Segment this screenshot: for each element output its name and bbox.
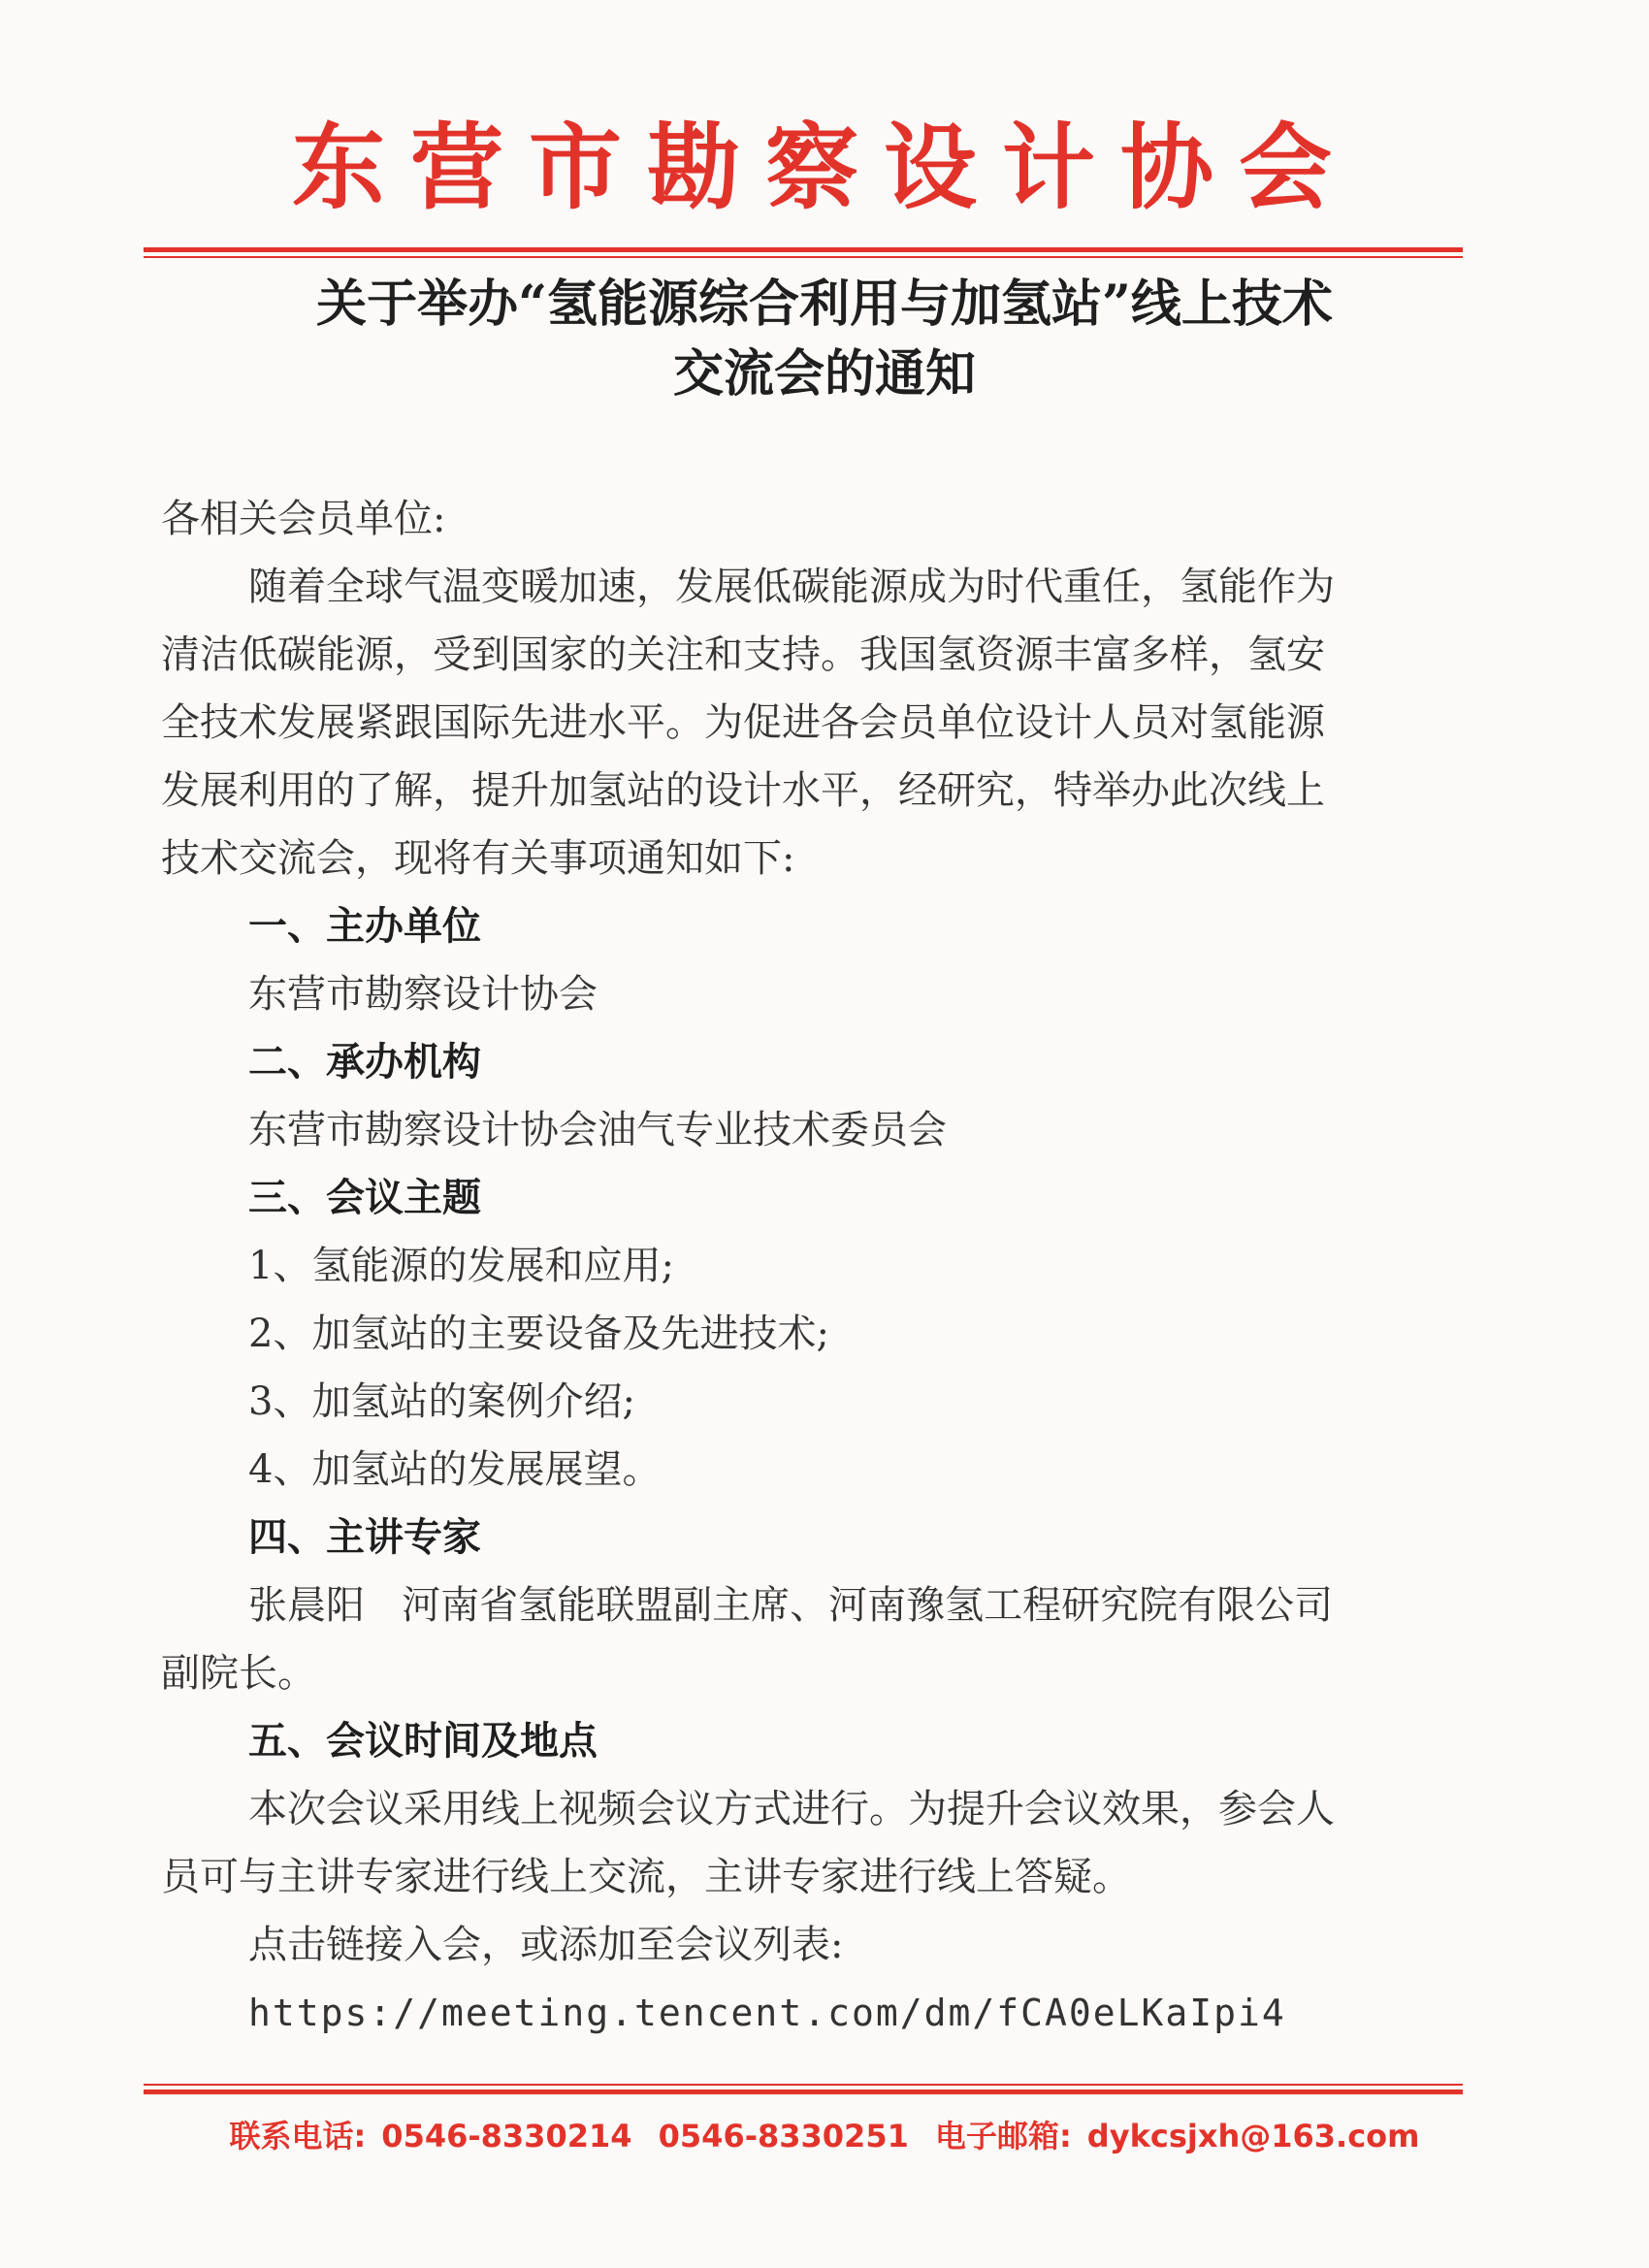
letterhead-rule-thick: [144, 247, 1463, 252]
letterhead-rule-thin: [144, 256, 1463, 258]
email-label: 电子邮箱:: [934, 2118, 1072, 2155]
document-body: [161, 485, 1461, 2047]
footer-rule-thick: [144, 2090, 1463, 2094]
email-address: dykcsjxh@163.com: [1086, 2118, 1420, 2155]
topic-item: 4、加氢站的发展展望。: [248, 1447, 662, 1492]
phone-label: 联系电话:: [229, 2118, 367, 2155]
meeting-link[interactable]: https://meeting.tencent.com/dm/fCA0eLKaIpi4: [248, 1992, 1286, 2034]
document-title-line-1: 关于举办“氢能源综合利用与加氢站”线上技术: [316, 275, 1333, 334]
section-heading-organizer: 一、主办单位: [248, 904, 481, 949]
intro-line-3: 全技术发展紧跟国际先进水平。为促进各会员单位设计人员对氢能源: [161, 700, 1325, 745]
topic-item: 1、氢能源的发展和应用;: [248, 1244, 674, 1288]
contact-footer: [0, 2115, 1649, 2157]
topic-item: 2、加氢站的主要设备及先进技术;: [248, 1312, 829, 1356]
document-title: [116, 270, 1533, 409]
expert-line-1: 张晨阳 河南省氢能联盟副主席、河南豫氢工程研究院有限公司: [248, 1583, 1334, 1628]
expert-line-2: 副院长。: [161, 1651, 316, 1696]
section-heading-host: 二、承办机构: [248, 1040, 481, 1085]
section-heading-time-place: 五、会议时间及地点: [248, 1719, 598, 1764]
topic-item: 3、加氢站的案例介绍;: [248, 1379, 635, 1424]
intro-line-5: 技术交流会，现将有关事项通知如下:: [161, 836, 795, 881]
host-text: 东营市勘察设计协会油气专业技术委员会: [248, 1108, 947, 1152]
meeting-line-1: 本次会议采用线上视频会议方式进行。为提升会议效果，参会人: [248, 1787, 1335, 1831]
salutation: 各相关会员单位:: [161, 497, 446, 541]
section-heading-expert: 四、主讲专家: [248, 1515, 481, 1560]
intro-line-2: 清洁低碳能源，受到国家的关注和支持。我国氢资源丰富多样，氢安: [161, 632, 1325, 677]
link-prompt: 点击链接入会，或添加至会议列表:: [248, 1923, 844, 1967]
org-letterhead-title: 东营市勘察设计协会: [292, 113, 1357, 222]
document-title-line-2: 交流会的通知: [672, 344, 976, 404]
section-heading-topics: 三、会议主题: [248, 1176, 481, 1220]
phone-number: 0546-8330214: [381, 2118, 632, 2155]
intro-line-1: 随着全球气温变暖加速，发展低碳能源成为时代重任，氢能作为: [248, 565, 1335, 609]
intro-line-4: 发展利用的了解，提升加氢站的设计水平，经研究，特举办此次线上: [161, 768, 1325, 813]
organizer-text: 东营市勘察设计协会: [248, 972, 598, 1017]
footer-rule-thin: [144, 2084, 1463, 2086]
meeting-line-2: 员可与主讲专家进行线上交流，主讲专家进行线上答疑。: [161, 1855, 1131, 1899]
phone-number: 0546-8330251: [658, 2118, 909, 2155]
